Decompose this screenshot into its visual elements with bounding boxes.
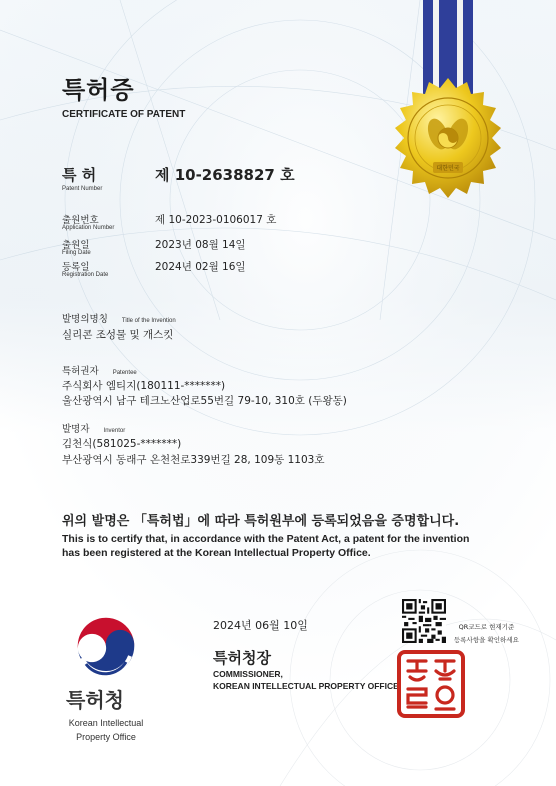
inventor-label-en: Inventor (103, 428, 126, 434)
inventor-address: 부산광역시 동래구 온천천로339번길 28, 109동 1103호 (62, 454, 325, 466)
certificate-title: 특허증 (62, 76, 135, 104)
office-name-en-line2: Property Office (76, 732, 136, 742)
seal-text: 대한민국 (436, 165, 460, 172)
patentee-label (62, 363, 137, 377)
kipo-taegeuk-logo-icon (70, 612, 142, 684)
qr-code-icon[interactable] (402, 599, 446, 643)
filing-date-label: 출원일 (62, 240, 90, 251)
invention-title-value: 실리콘 조성물 및 개스킷 (62, 329, 174, 341)
filing-date-value: 2023년 08월 14일 (155, 239, 246, 251)
application-number-label-en: Application Number (62, 225, 115, 231)
certification-statement-en-line2: has been registered at the Korean Intellectual Property Office. (62, 547, 371, 559)
application-number-value: 제 10-2023-0106017 호 (155, 214, 277, 226)
invention-title-label-en: Title of the Invention (121, 318, 176, 324)
commissioner-title-en-line1: COMMISSIONER, (213, 669, 283, 679)
official-red-stamp-icon (396, 649, 466, 719)
registration-date-value: 2024년 02월 16일 (155, 261, 246, 273)
patentee-label-ko: 특허권자 (62, 366, 99, 377)
application-number-label: 출원번호 (62, 215, 99, 226)
patentee-address: 울산광역시 남구 테크노산업로55번길 79-10, 310호 (두왕동) (62, 395, 347, 407)
inventor-label (62, 421, 125, 435)
filing-date-label-en: Filing Date (62, 250, 91, 256)
office-name-en-line1: Korean Intellectual (68, 718, 144, 728)
office-name-ko: 특허청 (66, 688, 124, 712)
commissioner-title-en (213, 668, 399, 692)
invention-title-label (62, 311, 176, 325)
patent-number-label: 특 허 (62, 166, 97, 184)
registration-date-label-en: Registration Date (62, 272, 109, 278)
patentee-label-en: Patentee (112, 370, 137, 376)
inventor-name: 김천식(581025-*******) (62, 438, 182, 450)
invention-title-label-ko: 발명의명칭 (62, 314, 108, 325)
certificate-title-en: CERTIFICATE OF PATENT (62, 109, 186, 120)
registration-date-label: 등록일 (62, 262, 90, 273)
qr-instruction (454, 621, 519, 647)
patent-number-label-en: Patent Number (62, 186, 103, 192)
certification-statement-en (62, 532, 469, 560)
inventor-label-ko: 발명자 (62, 424, 90, 435)
qr-instruction-line1: QR코드로 현재기준 (458, 623, 515, 631)
issue-date: 2024년 06월 10일 (213, 619, 308, 632)
commissioner-title-en-line2: KOREAN INTELLECTUAL PROPERTY OFFICE (213, 681, 399, 691)
qr-instruction-line2: 등록사항을 확인하세요 (454, 636, 519, 644)
commissioner-title: 특허청장 (213, 649, 271, 667)
certification-statement-en-line1: This is to certify that, in accordance with the Patent Act, a patent for the invention (62, 533, 470, 545)
patentee-name: 주식회사 엠티지(180111-*******) (62, 380, 226, 392)
office-name-en (56, 716, 156, 744)
patent-number-value: 제 10-2638827 호 (155, 166, 295, 184)
gold-medal-seal-icon (385, 0, 515, 200)
certification-statement-ko: 위의 발명은 「특허법」에 따라 특허원부에 등록되었음을 증명합니다. (62, 514, 460, 529)
